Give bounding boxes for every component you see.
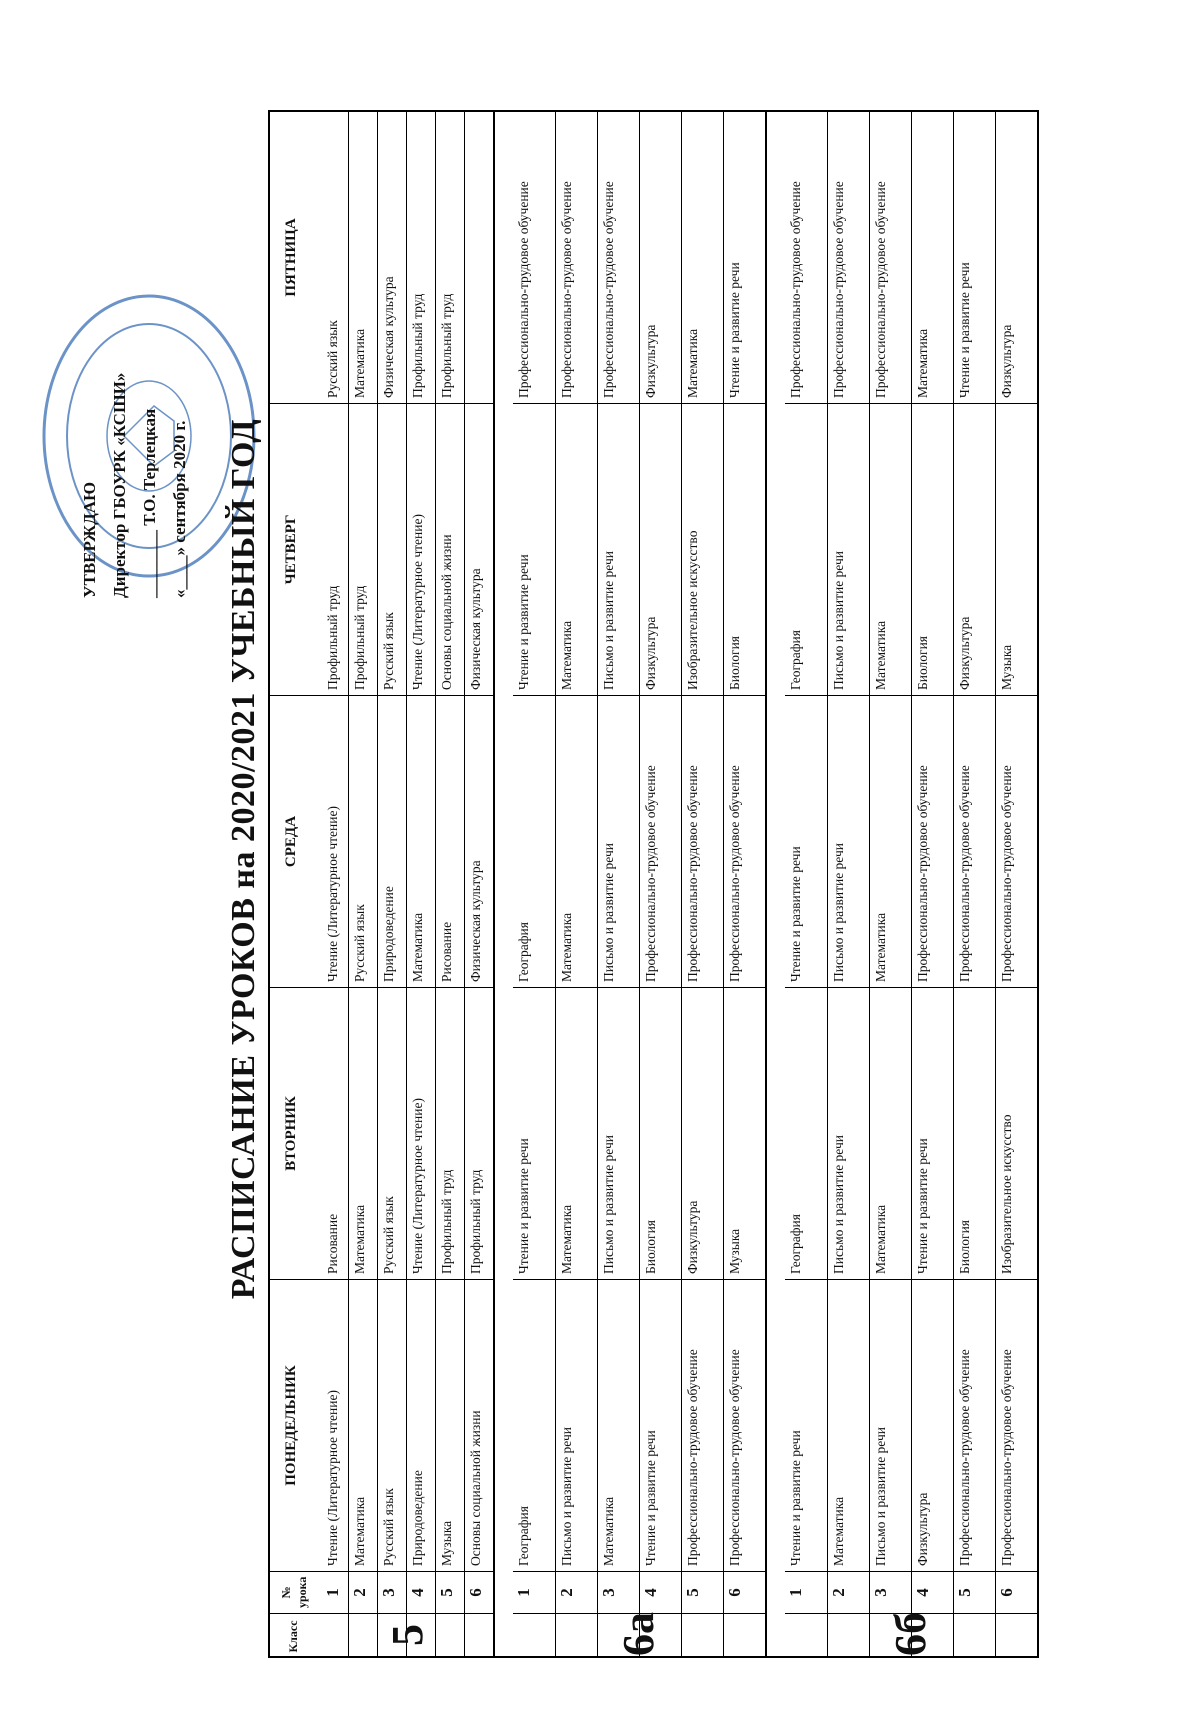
class-group <box>785 112 1037 1656</box>
lesson-cell-mon: Чтение и развитие речи <box>640 1280 681 1572</box>
lesson-cell-wed: Математика <box>556 696 597 988</box>
lesson-cell-mon: Профессионально-трудовое обучение <box>954 1280 995 1572</box>
lesson-cell-fri: Профессионально-трудовое обучение <box>598 112 639 404</box>
lesson-cell-thu: Физическая культура <box>465 404 493 696</box>
table-row <box>464 112 493 1656</box>
lesson-cell-mon: Письмо и развитие речи <box>556 1280 597 1572</box>
table-row <box>377 112 406 1656</box>
lesson-number: 3 <box>378 1572 406 1614</box>
lesson-cell-wed: Математика <box>407 696 435 988</box>
lesson-cell-fri: Математика <box>682 112 723 404</box>
lesson-cell-mon: Музыка <box>436 1280 464 1572</box>
lesson-cell-tue: Музыка <box>724 988 765 1280</box>
lesson-cell-tue: География <box>785 988 827 1280</box>
lesson-cell-fri: Физкультура <box>996 112 1037 404</box>
lesson-cell-mon: Природоведение <box>407 1280 435 1572</box>
lesson-cell-mon: Профессионально-трудовое обучение <box>996 1280 1037 1572</box>
lesson-cell-wed: Профессионально-трудовое обучение <box>954 696 995 988</box>
lesson-cell-mon: Математика <box>349 1280 377 1572</box>
lesson-cell-fri: Профильный труд <box>407 112 435 404</box>
class-label: 5 <box>382 1624 432 1646</box>
lesson-number: 4 <box>912 1572 953 1614</box>
approval-line-2: Директор ГБОУРК «КСШИ» <box>110 372 129 598</box>
approval-line-3: ________ Т.О. Терлецкая <box>140 408 159 598</box>
table-row <box>995 112 1037 1656</box>
class-cell <box>436 1614 464 1656</box>
approval-line-1: УТВЕРЖДАЮ <box>80 481 99 598</box>
lesson-cell-thu: Чтение (Литературное чтение) <box>407 404 435 696</box>
lesson-cell-wed: Физическая культура <box>465 696 493 988</box>
lesson-number: 2 <box>349 1572 377 1614</box>
lesson-cell-fri: Математика <box>349 112 377 404</box>
lesson-number: 5 <box>682 1572 723 1614</box>
lesson-cell-thu: Профильный труд <box>322 404 348 696</box>
lesson-cell-wed: Профессионально-трудовое обучение <box>912 696 953 988</box>
header-tuesday: ВТОРНИК <box>270 988 322 1280</box>
lesson-cell-fri: Профессионально-трудовое обучение <box>785 112 827 404</box>
lesson-cell-tue: Профильный труд <box>436 988 464 1280</box>
lesson-cell-fri: Чтение и развитие речи <box>954 112 995 404</box>
lesson-cell-mon: Чтение и развитие речи <box>785 1280 827 1572</box>
class-cell <box>954 1614 995 1656</box>
lesson-cell-mon: Письмо и развитие речи <box>870 1280 911 1572</box>
table-row <box>597 112 639 1656</box>
lesson-cell-fri: Профессионально-трудовое обучение <box>870 112 911 404</box>
lesson-cell-thu: Физкультура <box>640 404 681 696</box>
lesson-cell-wed: География <box>513 696 555 988</box>
lesson-cell-mon: Профессионально-трудовое обучение <box>682 1280 723 1572</box>
lesson-cell-wed: Математика <box>870 696 911 988</box>
class-cell <box>682 1614 723 1656</box>
lesson-cell-wed: Профессионально-трудовое обучение <box>682 696 723 988</box>
lesson-cell-mon: География <box>513 1280 555 1572</box>
lesson-cell-wed: Профессионально-трудовое обучение <box>640 696 681 988</box>
table-row <box>785 112 827 1656</box>
lesson-cell-fri: Физическая культура <box>378 112 406 404</box>
lesson-number: 2 <box>556 1572 597 1614</box>
lesson-number: 6 <box>465 1572 493 1614</box>
lesson-cell-fri: Математика <box>912 112 953 404</box>
table-body <box>322 112 1037 1656</box>
class-cell <box>513 1614 555 1656</box>
table-row <box>513 112 555 1656</box>
lesson-cell-thu: Чтение и развитие речи <box>513 404 555 696</box>
table-row <box>555 112 597 1656</box>
table-row <box>322 112 348 1656</box>
class-cell <box>785 1614 827 1656</box>
lesson-cell-mon: Русский язык <box>378 1280 406 1572</box>
table-row <box>723 112 765 1656</box>
lesson-cell-fri: Профессионально-трудовое обучение <box>556 112 597 404</box>
table-row <box>869 112 911 1656</box>
lesson-number: 3 <box>870 1572 911 1614</box>
lesson-number: 1 <box>785 1572 827 1614</box>
class-cell <box>724 1614 765 1656</box>
lesson-number: 4 <box>407 1572 435 1614</box>
lesson-cell-mon: Чтение (Литературное чтение) <box>322 1280 348 1572</box>
lesson-cell-tue: Математика <box>870 988 911 1280</box>
lesson-cell-mon: Математика <box>828 1280 869 1572</box>
lesson-cell-thu: Математика <box>870 404 911 696</box>
lesson-number: 6 <box>996 1572 1037 1614</box>
lesson-cell-mon: Профессионально-трудовое обучение <box>724 1280 765 1572</box>
lesson-cell-wed: Рисование <box>436 696 464 988</box>
approval-line-4: «____» сентября 2020 г. <box>170 420 189 598</box>
lesson-number: 2 <box>828 1572 869 1614</box>
lesson-number: 5 <box>436 1572 464 1614</box>
lesson-cell-thu: Письмо и развитие речи <box>598 404 639 696</box>
lesson-cell-tue: Биология <box>954 988 995 1280</box>
lesson-cell-thu: Русский язык <box>378 404 406 696</box>
lesson-cell-thu: Письмо и развитие речи <box>828 404 869 696</box>
lesson-cell-tue: Биология <box>640 988 681 1280</box>
lesson-cell-fri: Профильный труд <box>436 112 464 404</box>
schedule-table <box>268 110 1039 1658</box>
lesson-cell-tue: Чтение (Литературное чтение) <box>407 988 435 1280</box>
lesson-cell-thu: Основы социальной жизни <box>436 404 464 696</box>
lesson-cell-mon: Математика <box>598 1280 639 1572</box>
header-monday: ПОНЕДЕЛЬНИК <box>270 1280 322 1572</box>
header-lesson-number: № урока <box>270 1572 322 1614</box>
group-separator <box>493 112 513 1656</box>
group-separator <box>765 112 785 1656</box>
lesson-cell-tue: Русский язык <box>378 988 406 1280</box>
lesson-cell-tue: Профильный труд <box>465 988 493 1280</box>
lesson-cell-tue: Письмо и развитие речи <box>598 988 639 1280</box>
lesson-cell-wed: Чтение и развитие речи <box>785 696 827 988</box>
lesson-number: 1 <box>322 1572 348 1614</box>
class-cell <box>322 1614 348 1656</box>
lesson-number: 3 <box>598 1572 639 1614</box>
table-row <box>911 112 953 1656</box>
table-row <box>827 112 869 1656</box>
class-cell <box>556 1614 597 1656</box>
header-class: Класс <box>286 1620 300 1653</box>
lesson-cell-thu: Изобразительное искусство <box>682 404 723 696</box>
table-row <box>639 112 681 1656</box>
lesson-cell-tue: Рисование <box>322 988 348 1280</box>
lesson-number: 4 <box>640 1572 681 1614</box>
class-cell <box>996 1614 1037 1656</box>
class-cell <box>828 1614 869 1656</box>
lesson-cell-mon: Физкультура <box>912 1280 953 1572</box>
lesson-cell-tue: Изобразительное искусство <box>996 988 1037 1280</box>
table-row <box>406 112 435 1656</box>
header-wednesday: СРЕДА <box>270 696 322 988</box>
lesson-cell-thu: Биология <box>912 404 953 696</box>
class-group <box>322 112 493 1656</box>
header-thursday: ЧЕТВЕРГ <box>270 404 322 696</box>
table-row <box>348 112 377 1656</box>
page-title: РАСПИСАНИЕ УРОКОВ на 2020/2021 УЧЕБНЫЙ ГОД <box>225 418 262 1300</box>
class-cell <box>349 1614 377 1656</box>
lesson-cell-thu: Профильный труд <box>349 404 377 696</box>
table-header-row <box>270 112 322 1656</box>
lesson-cell-fri: Русский язык <box>322 112 348 404</box>
lesson-cell-thu: География <box>785 404 827 696</box>
class-label: 6б <box>886 1612 935 1656</box>
lesson-cell-thu: Физкультура <box>954 404 995 696</box>
lesson-cell-tue: Письмо и развитие речи <box>828 988 869 1280</box>
lesson-cell-thu: Биология <box>724 404 765 696</box>
table-row <box>435 112 464 1656</box>
header-friday: ПЯТНИЦА <box>270 112 322 404</box>
lesson-cell-tue: Физкультура <box>682 988 723 1280</box>
lesson-cell-thu: Математика <box>556 404 597 696</box>
lesson-cell-tue: Чтение и развитие речи <box>912 988 953 1280</box>
lesson-cell-fri <box>465 112 493 404</box>
lesson-cell-thu: Музыка <box>996 404 1037 696</box>
lesson-cell-wed: Русский язык <box>349 696 377 988</box>
lesson-number: 1 <box>513 1572 555 1614</box>
lesson-cell-wed: Профессионально-трудовое обучение <box>996 696 1037 988</box>
lesson-number: 6 <box>724 1572 765 1614</box>
approval-block <box>75 38 195 598</box>
lesson-cell-wed: Профессионально-трудовое обучение <box>724 696 765 988</box>
lesson-cell-mon: Основы социальной жизни <box>465 1280 493 1572</box>
lesson-number: 5 <box>954 1572 995 1614</box>
table-row <box>681 112 723 1656</box>
table-row <box>953 112 995 1656</box>
lesson-cell-wed: Письмо и развитие речи <box>828 696 869 988</box>
lesson-cell-fri: Профессионально-трудовое обучение <box>513 112 555 404</box>
lesson-cell-fri: Физкультура <box>640 112 681 404</box>
class-group <box>513 112 765 1656</box>
class-cell <box>465 1614 493 1656</box>
lesson-cell-fri: Профессионально-трудовое обучение <box>828 112 869 404</box>
lesson-cell-wed: Письмо и развитие речи <box>598 696 639 988</box>
lesson-cell-wed: Чтение (Литературное чтение) <box>322 696 348 988</box>
lesson-cell-tue: Математика <box>349 988 377 1280</box>
lesson-cell-tue: Математика <box>556 988 597 1280</box>
lesson-cell-wed: Природоведение <box>378 696 406 988</box>
class-label: 6а <box>614 1612 663 1656</box>
lesson-cell-fri: Чтение и развитие речи <box>724 112 765 404</box>
lesson-cell-tue: Чтение и развитие речи <box>513 988 555 1280</box>
